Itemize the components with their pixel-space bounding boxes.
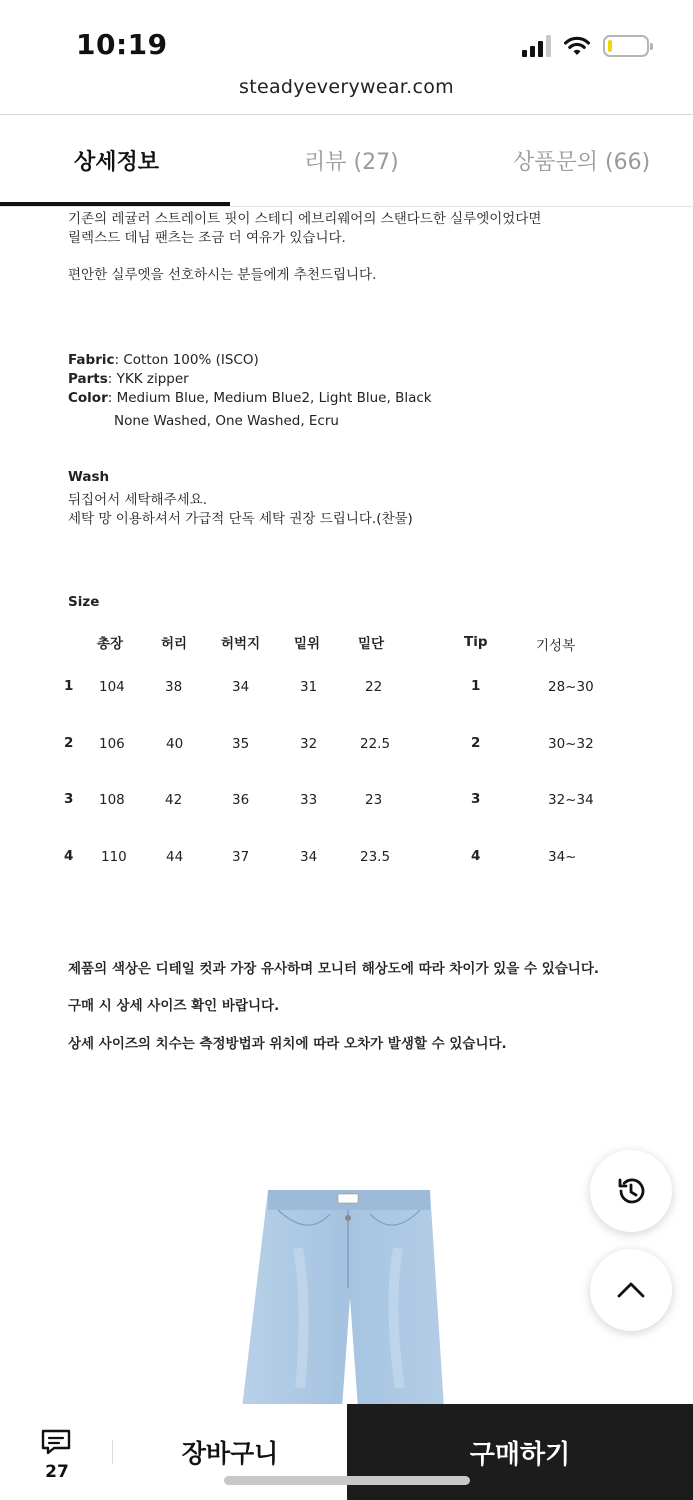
status-bar <box>0 0 693 72</box>
detail-tabs <box>0 115 693 207</box>
tip-cell: 28~30 <box>548 679 594 695</box>
product-image-jeans <box>238 1188 468 1408</box>
size-cell: 34 <box>300 849 318 865</box>
intro-line: 기존의 레귤러 스트레이트 핏이 스테디 에브리웨어의 스탠다드한 실루엣이었다면 <box>68 211 542 227</box>
size-cell: 42 <box>165 792 183 808</box>
spec-fabric <box>68 352 259 368</box>
bottom-action-bar <box>0 1404 693 1500</box>
notice-line: 제품의 색상은 디테일 컷과 가장 유사하며 모니터 해상도에 따라 차이가 있을 수 있습니다. <box>68 961 600 977</box>
spec-color-extra: None Washed, One Washed, Ecru <box>114 413 339 429</box>
size-title: Size <box>68 594 100 610</box>
size-cell: 35 <box>232 736 250 752</box>
size-cell: 40 <box>166 736 184 752</box>
tip-cell: 34~ <box>548 849 577 865</box>
size-cell: 23 <box>365 792 383 808</box>
cellular-signal-icon <box>522 35 551 57</box>
size-cell: 33 <box>300 792 318 808</box>
tip-cell: 32~34 <box>548 792 594 808</box>
tip-cell: 30~32 <box>548 736 594 752</box>
intro-line: 편안한 실루엣을 선호하시는 분들에게 추천드립니다. <box>68 267 377 283</box>
tip-column-header: 기성복 <box>536 638 576 654</box>
browser-url[interactable]: steadyeverywear.com <box>239 76 454 98</box>
divider <box>112 1440 113 1464</box>
size-header: 허리 <box>161 636 188 652</box>
size-cell: 31 <box>300 679 318 695</box>
chevron-up-icon <box>616 1280 646 1300</box>
tip-header: Tip <box>464 634 488 650</box>
wifi-icon <box>563 35 591 57</box>
size-label: 2 <box>64 735 74 751</box>
size-header: 밑위 <box>294 636 321 652</box>
size-cell: 23.5 <box>360 849 391 865</box>
size-cell: 34 <box>232 679 250 695</box>
tab-product-qna[interactable]: 상품문의 (66) <box>513 150 651 175</box>
size-cell: 110 <box>101 849 127 865</box>
tab-detail-info[interactable]: 상세정보 <box>74 150 160 175</box>
review-icon[interactable] <box>40 1428 72 1456</box>
tip-size-label: 1 <box>471 678 481 694</box>
size-label: 4 <box>64 848 74 864</box>
tip-size-label: 4 <box>471 848 481 864</box>
wash-title: Wash <box>68 469 110 485</box>
spec-label: Fabric <box>68 352 115 368</box>
recent-history-button[interactable] <box>590 1150 672 1232</box>
status-time: 10:19 <box>76 28 168 61</box>
size-cell: 22 <box>365 679 383 695</box>
size-header: 총장 <box>97 636 124 652</box>
spec-value: : YKK zipper <box>107 371 189 387</box>
size-cell: 36 <box>232 792 250 808</box>
add-to-cart-button[interactable]: 장바구니 <box>181 1439 279 1468</box>
intro-line: 릴렉스드 데님 팬츠는 조금 더 여유가 있습니다. <box>68 230 346 246</box>
size-cell: 32 <box>300 736 318 752</box>
wash-line: 뒤집어서 세탁해주세요. <box>68 492 207 508</box>
size-cell: 37 <box>232 849 250 865</box>
history-icon <box>614 1174 648 1208</box>
size-cell: 38 <box>165 679 183 695</box>
size-label: 1 <box>64 678 74 694</box>
tip-size-label: 3 <box>471 791 481 807</box>
status-icons <box>522 32 649 60</box>
wash-line: 세탁 망 이용하셔서 가급적 단독 세탁 권장 드립니다.(찬물) <box>68 511 413 527</box>
size-cell: 106 <box>99 736 125 752</box>
home-indicator <box>224 1476 470 1485</box>
size-cell: 108 <box>99 792 125 808</box>
notice-line: 상세 사이즈의 치수는 측정방법과 위치에 따라 오차가 발생할 수 있습니다. <box>68 1036 507 1052</box>
review-count: 27 <box>45 1462 69 1482</box>
spec-value: : Medium Blue, Medium Blue2, Light Blue, Black <box>107 390 432 406</box>
size-cell: 22.5 <box>360 736 391 752</box>
size-cell: 104 <box>99 679 125 695</box>
size-header: 밑단 <box>358 636 385 652</box>
spec-label: Color <box>68 390 108 406</box>
tab-reviews[interactable]: 리뷰 (27) <box>304 150 399 175</box>
size-header: 허벅지 <box>221 636 261 652</box>
size-cell: 44 <box>166 849 184 865</box>
spec-label: Parts <box>68 371 108 387</box>
tip-size-label: 2 <box>471 735 481 751</box>
size-label: 3 <box>64 791 74 807</box>
buy-now-button[interactable]: 구매하기 <box>347 1404 693 1500</box>
notice-line: 구매 시 상세 사이즈 확인 바랍니다. <box>68 998 280 1014</box>
spec-value: : Cotton 100% (ISCO) <box>114 352 259 368</box>
battery-icon <box>603 35 649 57</box>
spec-color <box>68 390 432 406</box>
spec-parts <box>68 371 189 387</box>
scroll-top-button[interactable] <box>590 1249 672 1331</box>
